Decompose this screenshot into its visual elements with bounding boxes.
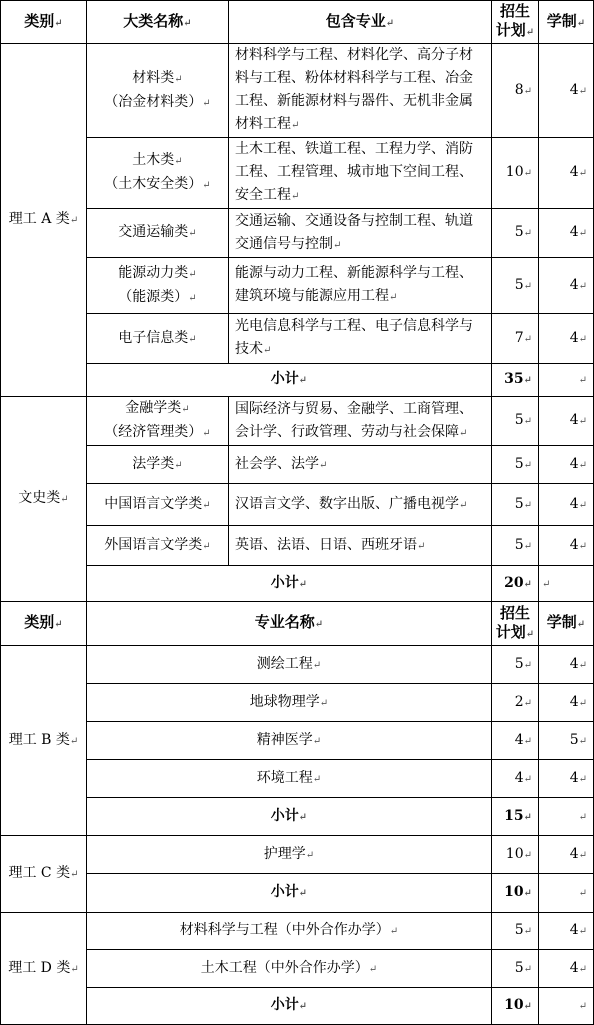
header-row (1, 602, 594, 646)
majors-cell: 光电信息科学与工程、电子信息科学与技术↵ (229, 314, 492, 364)
header-major: 专业名称↵ (87, 602, 492, 646)
group-cell: 土木类↵ （土木安全类）↵ (87, 138, 229, 209)
group-cell: 电子信息类↵ (87, 314, 229, 364)
header-years: 学制↵ (539, 1, 594, 44)
majors-cell: 社会学、法学↵ (229, 446, 492, 484)
group-cell: 金融学类↵ （经济管理类）↵ (87, 397, 229, 446)
table-row (1, 526, 594, 566)
subtotal-row (1, 566, 594, 602)
majors-cell: 英语、法语、日语、西班牙语↵ (229, 526, 492, 566)
years-cell: 4↵ (539, 484, 594, 526)
quota-cell: 4↵ (492, 722, 539, 760)
subtotal-row (1, 874, 594, 913)
years-cell: 4↵ (539, 646, 594, 684)
category-cell: 理工 A 类↵ (1, 44, 87, 397)
table-row (1, 446, 594, 484)
table-row (1, 836, 594, 874)
subtotal-label: 小计↵ (87, 798, 492, 836)
header-years: 学制↵ (539, 602, 594, 646)
years-cell: 4↵ (539, 913, 594, 950)
empty-cell: ↵ (539, 364, 594, 397)
years-cell: 4↵ (539, 314, 594, 364)
subtotal-label: 小计↵ (87, 566, 492, 602)
quota-cell: 5↵ (492, 397, 539, 446)
category-cell: 理工 B 类↵ (1, 646, 87, 836)
table-row (1, 138, 594, 209)
table-row (1, 484, 594, 526)
majors-cell: 国际经济与贸易、金融学、工商管理、会计学、行政管理、劳动与社会保障↵ (229, 397, 492, 446)
category-cell: 文史类↵ (1, 397, 87, 602)
header-group: 大类名称↵ (87, 1, 229, 44)
years-cell: 4↵ (539, 209, 594, 258)
quota-cell: 5↵ (492, 258, 539, 314)
majors-cell: 材料科学与工程、材料化学、高分子材料与工程、粉体材料科学与工程、冶金工程、新能源材料与器件、无机非金属材料工程↵ (229, 44, 492, 138)
empty-cell: ↵ (539, 874, 594, 913)
quota-cell: 10↵ (492, 138, 539, 209)
table-row (1, 760, 594, 798)
category-cell: 理工 C 类↵ (1, 836, 87, 913)
quota-cell: 5↵ (492, 950, 539, 988)
table-row (1, 684, 594, 722)
major-cell: 材料科学与工程（中外合作办学）↵ (87, 913, 492, 950)
subtotal-label: 小计↵ (87, 364, 492, 397)
group-cell: 能源动力类↵ （能源类）↵ (87, 258, 229, 314)
majors-cell: 汉语言文学、数字出版、广播电视学↵ (229, 484, 492, 526)
majors-cell: 能源与动力工程、新能源科学与工程、建筑环境与能源应用工程↵ (229, 258, 492, 314)
quota-cell: 7↵ (492, 314, 539, 364)
empty-cell: ↵ (539, 988, 594, 1025)
empty-cell: ↵ (539, 566, 594, 602)
subtotal-label: 小计↵ (87, 874, 492, 913)
quota-cell: 10↵ (492, 836, 539, 874)
group-cell: 外国语言文学类↵ (87, 526, 229, 566)
years-cell: 4↵ (539, 950, 594, 988)
group-cell: 材料类↵ （冶金材料类）↵ (87, 44, 229, 138)
subtotal-row (1, 988, 594, 1025)
empty-cell: ↵ (539, 798, 594, 836)
header-row (1, 1, 594, 44)
quota-cell: 5↵ (492, 484, 539, 526)
subtotal-value: 20↵ (492, 566, 539, 602)
table-row (1, 258, 594, 314)
years-cell: 4↵ (539, 446, 594, 484)
years-cell: 4↵ (539, 138, 594, 209)
major-cell: 精神医学↵ (87, 722, 492, 760)
subtotal-value: 35↵ (492, 364, 539, 397)
table-row (1, 913, 594, 950)
years-cell: 4↵ (539, 397, 594, 446)
quota-cell: 2↵ (492, 684, 539, 722)
quota-cell: 8↵ (492, 44, 539, 138)
header-quota: 招生 计划↵ (492, 602, 539, 646)
header-quota: 招生 计划↵ (492, 1, 539, 44)
quota-cell: 5↵ (492, 646, 539, 684)
group-cell: 交通运输类↵ (87, 209, 229, 258)
subtotal-label: 小计↵ (87, 988, 492, 1025)
majors-cell: 土木工程、铁道工程、工程力学、消防工程、工程管理、城市地下空间工程、安全工程↵ (229, 138, 492, 209)
header-category: 类别↵ (1, 1, 87, 44)
quota-cell: 5↵ (492, 209, 539, 258)
years-cell: 4↵ (539, 684, 594, 722)
header-category: 类别↵ (1, 602, 87, 646)
major-cell: 环境工程↵ (87, 760, 492, 798)
quota-cell: 4↵ (492, 760, 539, 798)
table-row (1, 44, 594, 138)
subtotal-value: 15↵ (492, 798, 539, 836)
table-row (1, 397, 594, 446)
years-cell: 4↵ (539, 526, 594, 566)
major-cell: 土木工程（中外合作办学）↵ (87, 950, 492, 988)
major-cell: 地球物理学↵ (87, 684, 492, 722)
major-cell: 护理学↵ (87, 836, 492, 874)
subtotal-value: 10↵ (492, 874, 539, 913)
years-cell: 4↵ (539, 760, 594, 798)
table-row (1, 314, 594, 364)
table-row (1, 722, 594, 760)
quota-cell: 5↵ (492, 913, 539, 950)
subtotal-row (1, 798, 594, 836)
years-cell: 4↵ (539, 258, 594, 314)
table-row (1, 950, 594, 988)
years-cell: 4↵ (539, 44, 594, 138)
quota-cell: 5↵ (492, 526, 539, 566)
header-majors: 包含专业↵ (229, 1, 492, 44)
subtotal-row (1, 364, 594, 397)
major-cell: 测绘工程↵ (87, 646, 492, 684)
table-row (1, 209, 594, 258)
quota-cell: 5↵ (492, 446, 539, 484)
subtotal-value: 10↵ (492, 988, 539, 1025)
years-cell: 5↵ (539, 722, 594, 760)
category-cell: 理工 D 类↵ (1, 913, 87, 1025)
group-cell: 法学类↵ (87, 446, 229, 484)
majors-cell: 交通运输、交通设备与控制工程、轨道交通信号与控制↵ (229, 209, 492, 258)
years-cell: 4↵ (539, 836, 594, 874)
group-cell: 中国语言文学类↵ (87, 484, 229, 526)
table-row (1, 646, 594, 684)
